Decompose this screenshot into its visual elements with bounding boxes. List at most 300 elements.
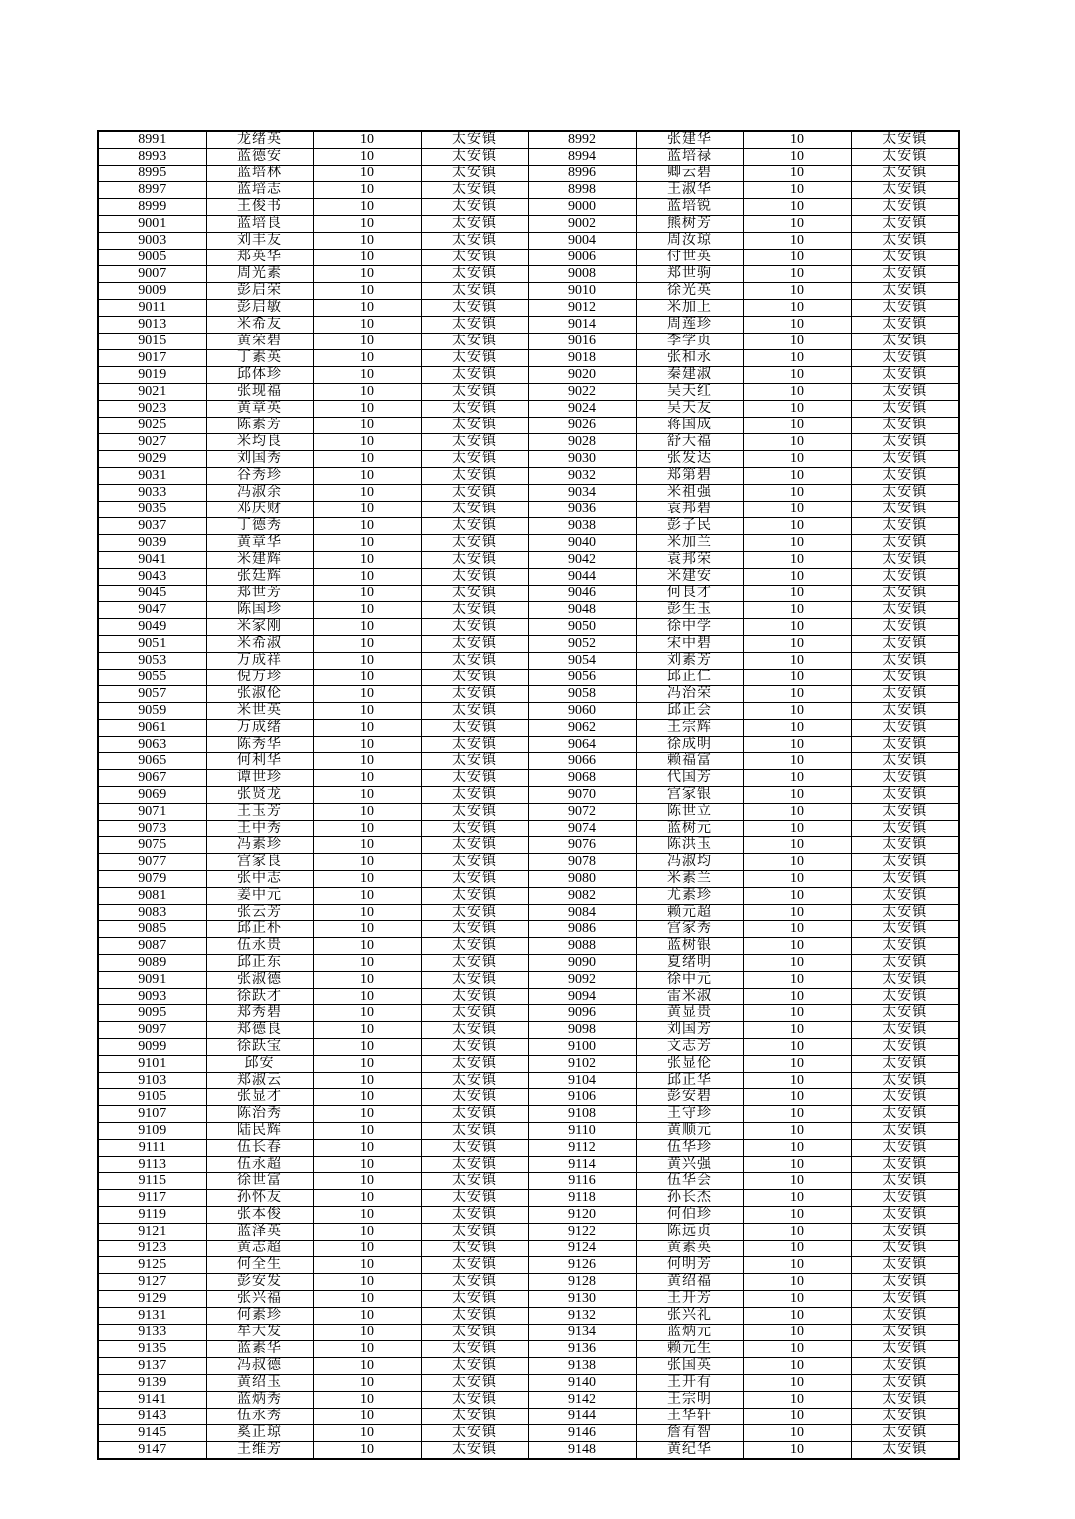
town-cell: 太安镇 (851, 837, 959, 854)
town-cell: 太安镇 (421, 820, 528, 837)
name-cell: 米希淑 (206, 635, 313, 652)
amount-cell: 10 (743, 1207, 851, 1224)
table-row (98, 1139, 959, 1156)
amount-cell: 10 (743, 904, 851, 921)
id-cell: 9057 (98, 686, 206, 703)
name-cell: 宫家良 (206, 854, 313, 871)
id-cell: 9051 (98, 635, 206, 652)
name-cell: 邓庆财 (206, 501, 313, 518)
name-cell: 郑世驹 (636, 266, 743, 283)
id-cell: 9109 (98, 1123, 206, 1140)
amount-cell: 10 (313, 131, 421, 148)
table-row (98, 1408, 959, 1425)
town-cell: 太安镇 (421, 283, 528, 300)
id-cell: 9028 (528, 434, 636, 451)
table-row (98, 1274, 959, 1291)
amount-cell: 10 (743, 568, 851, 585)
id-cell: 9142 (528, 1391, 636, 1408)
id-cell: 9088 (528, 938, 636, 955)
id-cell: 9128 (528, 1274, 636, 1291)
amount-cell: 10 (743, 921, 851, 938)
name-cell: 黄章英 (206, 400, 313, 417)
id-cell: 9146 (528, 1425, 636, 1442)
town-cell: 太安镇 (421, 736, 528, 753)
name-cell: 陈素芳 (206, 417, 313, 434)
town-cell: 太安镇 (421, 1005, 528, 1022)
amount-cell: 10 (743, 1005, 851, 1022)
town-cell: 太安镇 (421, 1425, 528, 1442)
amount-cell: 10 (313, 333, 421, 350)
amount-cell: 10 (313, 232, 421, 249)
name-cell: 彭生玉 (636, 602, 743, 619)
table-row (98, 383, 959, 400)
town-cell: 太安镇 (851, 1173, 959, 1190)
name-cell: 赖福富 (636, 753, 743, 770)
town-cell: 太安镇 (421, 467, 528, 484)
town-cell: 太安镇 (421, 1022, 528, 1039)
table-row (98, 316, 959, 333)
amount-cell: 10 (743, 266, 851, 283)
town-cell: 太安镇 (851, 484, 959, 501)
name-cell: 赖元生 (636, 1341, 743, 1358)
town-cell: 太安镇 (421, 1173, 528, 1190)
name-cell: 文志芳 (636, 1039, 743, 1056)
town-cell: 太安镇 (421, 518, 528, 535)
id-cell: 9096 (528, 1005, 636, 1022)
town-cell: 太安镇 (421, 199, 528, 216)
town-cell: 太安镇 (421, 266, 528, 283)
town-cell: 太安镇 (851, 568, 959, 585)
name-cell: 邱正东 (206, 955, 313, 972)
amount-cell: 10 (313, 669, 421, 686)
table-row (98, 770, 959, 787)
id-cell: 9112 (528, 1139, 636, 1156)
table-row (98, 299, 959, 316)
town-cell: 太安镇 (421, 955, 528, 972)
town-cell: 太安镇 (851, 703, 959, 720)
amount-cell: 10 (743, 1358, 851, 1375)
amount-cell: 10 (313, 518, 421, 535)
id-cell: 9050 (528, 619, 636, 636)
name-cell: 何全生 (206, 1257, 313, 1274)
amount-cell: 10 (313, 686, 421, 703)
amount-cell: 10 (313, 1324, 421, 1341)
name-cell: 蓝树银 (636, 938, 743, 955)
amount-cell: 10 (743, 1072, 851, 1089)
amount-cell: 10 (743, 1223, 851, 1240)
id-cell: 9103 (98, 1072, 206, 1089)
amount-cell: 10 (313, 568, 421, 585)
id-cell: 9040 (528, 535, 636, 552)
amount-cell: 10 (743, 652, 851, 669)
town-cell: 太安镇 (851, 1374, 959, 1391)
name-cell: 张发达 (636, 451, 743, 468)
town-cell: 太安镇 (421, 299, 528, 316)
name-cell: 周光素 (206, 266, 313, 283)
amount-cell: 10 (743, 1274, 851, 1291)
id-cell: 9101 (98, 1055, 206, 1072)
id-cell: 9108 (528, 1106, 636, 1123)
name-cell: 邱正会 (636, 703, 743, 720)
id-cell: 9118 (528, 1190, 636, 1207)
id-cell: 9001 (98, 215, 206, 232)
town-cell: 太安镇 (421, 568, 528, 585)
table-row (98, 1257, 959, 1274)
id-cell: 9033 (98, 484, 206, 501)
town-cell: 太安镇 (421, 686, 528, 703)
id-cell: 8995 (98, 165, 206, 182)
amount-cell: 10 (313, 1173, 421, 1190)
id-cell: 9099 (98, 1039, 206, 1056)
amount-cell: 10 (313, 1039, 421, 1056)
amount-cell: 10 (313, 1123, 421, 1140)
amount-cell: 10 (313, 350, 421, 367)
table-row (98, 215, 959, 232)
table-row (98, 434, 959, 451)
amount-cell: 10 (313, 1408, 421, 1425)
name-cell: 伍永超 (206, 1156, 313, 1173)
name-cell: 何素珍 (206, 1307, 313, 1324)
town-cell: 太安镇 (421, 1358, 528, 1375)
amount-cell: 10 (743, 988, 851, 1005)
town-cell: 太安镇 (851, 1257, 959, 1274)
amount-cell: 10 (743, 1341, 851, 1358)
table-row (98, 820, 959, 837)
amount-cell: 10 (313, 249, 421, 266)
name-cell: 彭子民 (636, 518, 743, 535)
town-cell: 太安镇 (421, 232, 528, 249)
table-row (98, 1039, 959, 1056)
town-cell: 太安镇 (421, 434, 528, 451)
id-cell: 9124 (528, 1240, 636, 1257)
id-cell: 9111 (98, 1139, 206, 1156)
town-cell: 太安镇 (851, 871, 959, 888)
amount-cell: 10 (743, 820, 851, 837)
id-cell: 9049 (98, 619, 206, 636)
table-row (98, 417, 959, 434)
town-cell: 太安镇 (421, 551, 528, 568)
amount-cell: 10 (313, 736, 421, 753)
table-row (98, 367, 959, 384)
town-cell: 太安镇 (851, 635, 959, 652)
amount-cell: 10 (313, 1290, 421, 1307)
name-cell: 黄素英 (636, 1240, 743, 1257)
town-cell: 太安镇 (421, 1324, 528, 1341)
id-cell: 9031 (98, 467, 206, 484)
name-cell: 陆民辉 (206, 1123, 313, 1140)
name-cell: 黄纪华 (636, 1442, 743, 1459)
id-cell: 9129 (98, 1290, 206, 1307)
town-cell: 太安镇 (421, 400, 528, 417)
name-cell: 黄顺元 (636, 1123, 743, 1140)
id-cell: 9097 (98, 1022, 206, 1039)
id-cell: 9032 (528, 467, 636, 484)
amount-cell: 10 (313, 703, 421, 720)
amount-cell: 10 (313, 971, 421, 988)
amount-cell: 10 (313, 1274, 421, 1291)
id-cell: 9052 (528, 635, 636, 652)
town-cell: 太安镇 (421, 1257, 528, 1274)
table-row (98, 148, 959, 165)
name-cell: 张淑德 (206, 971, 313, 988)
table-row (98, 837, 959, 854)
name-cell: 王中秀 (206, 820, 313, 837)
id-cell: 9008 (528, 266, 636, 283)
id-cell: 9015 (98, 333, 206, 350)
id-cell: 9065 (98, 753, 206, 770)
amount-cell: 10 (743, 182, 851, 199)
amount-cell: 10 (743, 467, 851, 484)
id-cell: 8994 (528, 148, 636, 165)
amount-cell: 10 (313, 988, 421, 1005)
town-cell: 太安镇 (421, 501, 528, 518)
id-cell: 9094 (528, 988, 636, 1005)
id-cell: 9092 (528, 971, 636, 988)
amount-cell: 10 (743, 383, 851, 400)
id-cell: 9062 (528, 719, 636, 736)
town-cell: 太安镇 (851, 215, 959, 232)
table-row (98, 1358, 959, 1375)
name-cell: 黄兴强 (636, 1156, 743, 1173)
id-cell: 9006 (528, 249, 636, 266)
amount-cell: 10 (743, 1156, 851, 1173)
name-cell: 米均良 (206, 434, 313, 451)
id-cell: 9039 (98, 535, 206, 552)
amount-cell: 10 (743, 551, 851, 568)
name-cell: 蓝素华 (206, 1341, 313, 1358)
name-cell: 黄显贵 (636, 1005, 743, 1022)
id-cell: 9048 (528, 602, 636, 619)
amount-cell: 10 (743, 787, 851, 804)
id-cell: 9127 (98, 1274, 206, 1291)
town-cell: 太安镇 (851, 1139, 959, 1156)
town-cell: 太安镇 (421, 1391, 528, 1408)
amount-cell: 10 (313, 467, 421, 484)
town-cell: 太安镇 (421, 669, 528, 686)
town-cell: 太安镇 (851, 938, 959, 955)
amount-cell: 10 (743, 585, 851, 602)
id-cell: 9143 (98, 1408, 206, 1425)
town-cell: 太安镇 (421, 1055, 528, 1072)
amount-cell: 10 (313, 316, 421, 333)
table-row (98, 1307, 959, 1324)
id-cell: 9021 (98, 383, 206, 400)
id-cell: 9036 (528, 501, 636, 518)
id-cell: 9121 (98, 1223, 206, 1240)
name-cell: 张兴福 (206, 1290, 313, 1307)
id-cell: 9017 (98, 350, 206, 367)
name-cell: 张贤龙 (206, 787, 313, 804)
amount-cell: 10 (313, 753, 421, 770)
amount-cell: 10 (313, 787, 421, 804)
amount-cell: 10 (743, 703, 851, 720)
amount-cell: 10 (743, 1374, 851, 1391)
id-cell: 8997 (98, 182, 206, 199)
name-cell: 彭安碧 (636, 1089, 743, 1106)
id-cell: 8998 (528, 182, 636, 199)
town-cell: 太安镇 (421, 1039, 528, 1056)
id-cell: 9086 (528, 921, 636, 938)
amount-cell: 10 (313, 283, 421, 300)
table-row (98, 1106, 959, 1123)
town-cell: 太安镇 (421, 854, 528, 871)
table-row (98, 1173, 959, 1190)
amount-cell: 10 (743, 1290, 851, 1307)
town-cell: 太安镇 (421, 1072, 528, 1089)
town-cell: 太安镇 (851, 1307, 959, 1324)
town-cell: 太安镇 (851, 1391, 959, 1408)
amount-cell: 10 (743, 1173, 851, 1190)
amount-cell: 10 (313, 602, 421, 619)
amount-cell: 10 (313, 585, 421, 602)
amount-cell: 10 (743, 165, 851, 182)
table-row (98, 988, 959, 1005)
name-cell: 王宗辉 (636, 719, 743, 736)
name-cell: 米加上 (636, 299, 743, 316)
id-cell: 9061 (98, 719, 206, 736)
amount-cell: 10 (743, 451, 851, 468)
table-row (98, 501, 959, 518)
amount-cell: 10 (743, 1022, 851, 1039)
id-cell: 9076 (528, 837, 636, 854)
town-cell: 太安镇 (421, 249, 528, 266)
town-cell: 太安镇 (421, 837, 528, 854)
id-cell: 9135 (98, 1341, 206, 1358)
town-cell: 太安镇 (421, 182, 528, 199)
id-cell: 9074 (528, 820, 636, 837)
id-cell: 9020 (528, 367, 636, 384)
id-cell: 9005 (98, 249, 206, 266)
table-row (98, 686, 959, 703)
id-cell: 9019 (98, 367, 206, 384)
town-cell: 太安镇 (851, 854, 959, 871)
table-row (98, 652, 959, 669)
name-cell: 王开芳 (636, 1290, 743, 1307)
town-cell: 太安镇 (851, 619, 959, 636)
town-cell: 太安镇 (851, 266, 959, 283)
id-cell: 9148 (528, 1442, 636, 1459)
id-cell: 9107 (98, 1106, 206, 1123)
name-cell: 赖元超 (636, 904, 743, 921)
town-cell: 太安镇 (851, 1039, 959, 1056)
amount-cell: 10 (743, 1391, 851, 1408)
table-row (98, 753, 959, 770)
id-cell: 9122 (528, 1223, 636, 1240)
town-cell: 太安镇 (421, 535, 528, 552)
town-cell: 太安镇 (421, 635, 528, 652)
id-cell: 9080 (528, 871, 636, 888)
town-cell: 太安镇 (851, 1005, 959, 1022)
name-cell: 米希友 (206, 316, 313, 333)
name-cell: 何利华 (206, 753, 313, 770)
town-cell: 太安镇 (421, 165, 528, 182)
id-cell: 9110 (528, 1123, 636, 1140)
name-cell: 郑秀碧 (206, 1005, 313, 1022)
name-cell: 万成祥 (206, 652, 313, 669)
name-cell: 黄绍福 (636, 1274, 743, 1291)
town-cell: 太安镇 (851, 1223, 959, 1240)
name-cell: 付世英 (636, 249, 743, 266)
id-cell: 9082 (528, 887, 636, 904)
amount-cell: 10 (743, 837, 851, 854)
id-cell: 9147 (98, 1442, 206, 1459)
name-cell: 徐成明 (636, 736, 743, 753)
amount-cell: 10 (313, 1106, 421, 1123)
amount-cell: 10 (743, 299, 851, 316)
town-cell: 太安镇 (851, 232, 959, 249)
id-cell: 9002 (528, 215, 636, 232)
name-cell: 吴天红 (636, 383, 743, 400)
amount-cell: 10 (743, 1089, 851, 1106)
id-cell: 9047 (98, 602, 206, 619)
id-cell: 8999 (98, 199, 206, 216)
id-cell: 9022 (528, 383, 636, 400)
town-cell: 太安镇 (851, 770, 959, 787)
name-cell: 徐跃宝 (206, 1039, 313, 1056)
town-cell: 太安镇 (421, 585, 528, 602)
name-cell: 米祖强 (636, 484, 743, 501)
id-cell: 9119 (98, 1207, 206, 1224)
town-cell: 太安镇 (851, 400, 959, 417)
town-cell: 太安镇 (851, 299, 959, 316)
amount-cell: 10 (743, 199, 851, 216)
name-cell: 姜中元 (206, 887, 313, 904)
amount-cell: 10 (313, 837, 421, 854)
amount-cell: 10 (743, 887, 851, 904)
town-cell: 太安镇 (421, 1274, 528, 1291)
amount-cell: 10 (743, 350, 851, 367)
id-cell: 9114 (528, 1156, 636, 1173)
name-cell: 张显才 (206, 1089, 313, 1106)
id-cell: 9106 (528, 1089, 636, 1106)
id-cell: 9126 (528, 1257, 636, 1274)
name-cell: 伍华会 (636, 1173, 743, 1190)
id-cell: 9053 (98, 652, 206, 669)
town-cell: 太安镇 (851, 803, 959, 820)
amount-cell: 10 (743, 1190, 851, 1207)
id-cell: 8996 (528, 165, 636, 182)
table-row (98, 787, 959, 804)
id-cell: 9078 (528, 854, 636, 871)
id-cell: 9035 (98, 501, 206, 518)
town-cell: 太安镇 (851, 451, 959, 468)
amount-cell: 10 (313, 1055, 421, 1072)
id-cell: 9069 (98, 787, 206, 804)
name-cell: 徐中学 (636, 619, 743, 636)
name-cell: 邱正仁 (636, 669, 743, 686)
name-cell: 冯淑余 (206, 484, 313, 501)
id-cell: 9131 (98, 1307, 206, 1324)
amount-cell: 10 (313, 1257, 421, 1274)
table-row (98, 1290, 959, 1307)
town-cell: 太安镇 (421, 1207, 528, 1224)
name-cell: 王玉芳 (206, 803, 313, 820)
name-cell: 蓝培林 (206, 165, 313, 182)
town-cell: 太安镇 (421, 871, 528, 888)
amount-cell: 10 (313, 1156, 421, 1173)
name-cell: 蓝培志 (206, 182, 313, 199)
town-cell: 太安镇 (851, 1408, 959, 1425)
name-cell: 陈世立 (636, 803, 743, 820)
amount-cell: 10 (313, 1240, 421, 1257)
name-cell: 宫家秀 (636, 921, 743, 938)
town-cell: 太安镇 (851, 955, 959, 972)
name-cell: 陈洪玉 (636, 837, 743, 854)
amount-cell: 10 (743, 602, 851, 619)
name-cell: 谭世珍 (206, 770, 313, 787)
name-cell: 孙长杰 (636, 1190, 743, 1207)
amount-cell: 10 (743, 854, 851, 871)
